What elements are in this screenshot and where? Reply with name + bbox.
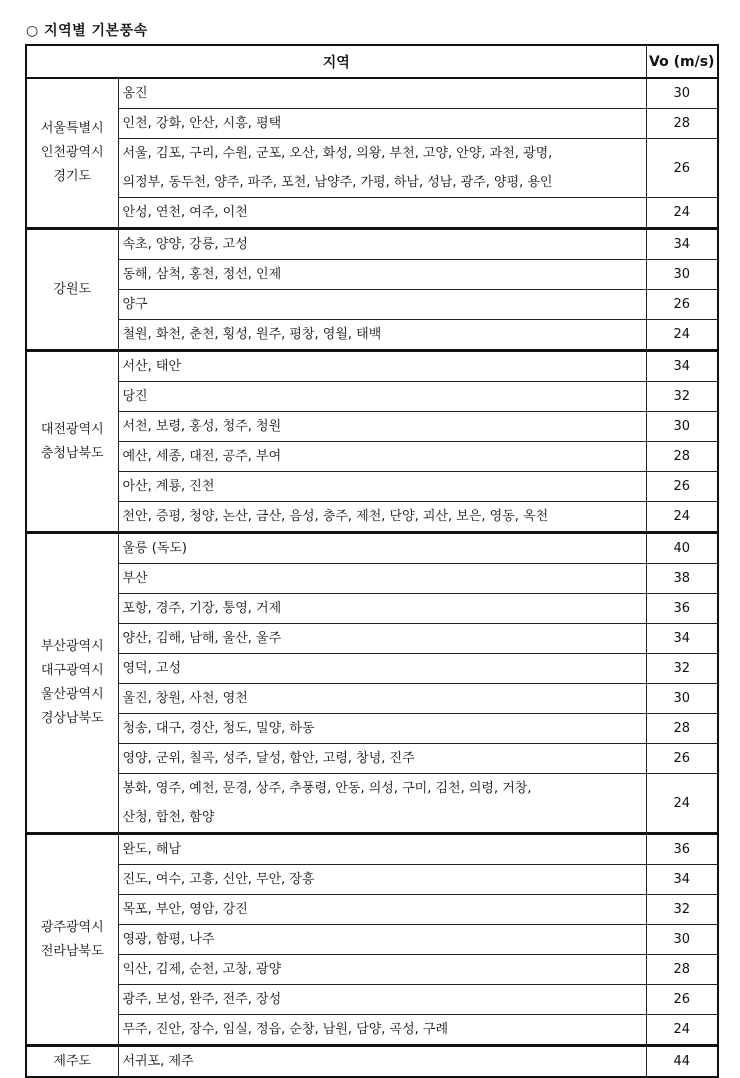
area-list-cell	[118, 351, 646, 382]
area-list-cell	[118, 744, 646, 774]
table-row	[26, 320, 718, 351]
area-list-line: 영광, 함평, 나주	[122, 932, 215, 947]
wind-speed-cell: 34	[646, 624, 718, 654]
table-row	[26, 774, 718, 834]
area-list-cell	[118, 109, 646, 139]
table-row	[26, 955, 718, 985]
region-name-line: 울산광역시	[40, 687, 104, 702]
region-name-line: 충청남북도	[40, 445, 104, 461]
table-row	[26, 442, 718, 472]
table-row	[26, 290, 718, 320]
region-name-line: 부산광역시	[40, 639, 104, 654]
wind-speed-cell: 32	[646, 382, 718, 412]
area-list-line: 부산	[122, 571, 148, 586]
table-row	[26, 109, 718, 139]
area-list-line: 봉화, 영주, 예천, 문경, 상주, 추풍령, 안동, 의성, 구미, 김천, 의령, 거창,	[122, 781, 532, 796]
wind-speed-cell: 26	[646, 290, 718, 320]
area-list-line: 아산, 계룡, 진천	[122, 479, 215, 494]
wind-speed-cell: 26	[646, 472, 718, 502]
area-list-cell	[118, 260, 646, 290]
table-row	[26, 684, 718, 714]
area-list-line: 천안, 증평, 청양, 논산, 금산, 음성, 충주, 제천, 단양, 괴산, 보은, 영동, 옥천	[122, 509, 549, 524]
area-list-cell	[118, 1046, 646, 1078]
region-name-line: 제주도	[53, 1053, 92, 1069]
table-row	[26, 1046, 718, 1078]
area-list-line: 진도, 여수, 고흥, 신안, 무안, 장흥	[122, 872, 315, 887]
region-name-line: 전라남북도	[40, 943, 104, 959]
table-row	[26, 198, 718, 229]
table-row	[26, 744, 718, 774]
area-list-cell	[118, 624, 646, 654]
wind-speed-cell: 36	[646, 834, 718, 865]
table-row	[26, 714, 718, 744]
area-list-line: 양산, 김해, 남해, 울산, 울주	[122, 631, 282, 646]
table-row	[26, 139, 718, 198]
table-row	[26, 624, 718, 654]
table-row	[26, 78, 718, 109]
area-list-line: 당진	[122, 389, 148, 404]
area-list-line: 의정부, 동두천, 양주, 파주, 포천, 남양주, 가평, 하남, 성남, 광주, 양평, 용인	[122, 175, 553, 190]
wind-speed-cell: 28	[646, 955, 718, 985]
area-list-line: 서귀포, 제주	[122, 1054, 194, 1069]
speed-column-header: Vo (m/s)	[646, 45, 718, 78]
area-list-cell	[118, 533, 646, 564]
area-list-cell	[118, 774, 646, 834]
wind-speed-cell: 30	[646, 925, 718, 955]
area-list-cell	[118, 985, 646, 1015]
wind-speed-cell: 32	[646, 654, 718, 684]
table-row	[26, 654, 718, 684]
wind-speed-cell: 24	[646, 1015, 718, 1046]
table-row	[26, 229, 718, 260]
area-list-cell	[118, 442, 646, 472]
wind-speed-cell: 38	[646, 564, 718, 594]
wind-speed-cell: 26	[646, 985, 718, 1015]
area-list-line: 영덕, 고성	[122, 661, 181, 676]
wind-speed-cell: 34	[646, 351, 718, 382]
area-list-line: 완도, 해남	[122, 842, 181, 857]
area-list-cell	[118, 925, 646, 955]
region-name-line: 경기도	[53, 169, 92, 184]
table-row	[26, 1015, 718, 1046]
table-row	[26, 533, 718, 564]
table-header-row	[26, 45, 718, 78]
table-row	[26, 382, 718, 412]
table-row	[26, 895, 718, 925]
area-list-cell	[118, 895, 646, 925]
area-list-cell	[118, 412, 646, 442]
region-name-line: 강원도	[53, 281, 92, 297]
area-list-cell	[118, 382, 646, 412]
area-list-line: 동해, 삼척, 홍천, 정선, 인제	[122, 267, 282, 282]
area-list-line: 인천, 강화, 안산, 시흥, 평택	[122, 116, 282, 131]
table-row	[26, 865, 718, 895]
area-list-cell	[118, 654, 646, 684]
wind-speed-cell: 30	[646, 78, 718, 109]
region-column-header: 지역	[26, 45, 646, 78]
area-list-cell	[118, 229, 646, 260]
area-list-cell	[118, 834, 646, 865]
region-name-cell	[26, 351, 118, 533]
wind-speed-cell: 28	[646, 109, 718, 139]
table-row	[26, 925, 718, 955]
area-list-line: 무주, 진안, 장수, 임실, 정읍, 순창, 남원, 담양, 곡성, 구례	[122, 1022, 449, 1037]
area-list-cell	[118, 564, 646, 594]
wind-speed-cell: 28	[646, 714, 718, 744]
area-list-cell	[118, 320, 646, 351]
table-body	[26, 78, 718, 1077]
region-name-line: 대전광역시	[40, 421, 104, 437]
table-row	[26, 985, 718, 1015]
table-row	[26, 351, 718, 382]
region-name-cell	[26, 834, 118, 1046]
area-list-cell	[118, 139, 646, 198]
wind-speed-cell: 24	[646, 320, 718, 351]
area-list-line: 속초, 양양, 강릉, 고성	[122, 237, 248, 252]
area-list-cell	[118, 290, 646, 320]
region-name-line: 서울특별시	[40, 121, 104, 136]
wind-speed-cell: 30	[646, 260, 718, 290]
table-row	[26, 564, 718, 594]
area-list-line: 서산, 태안	[122, 359, 181, 374]
area-list-cell	[118, 714, 646, 744]
area-list-line: 울진, 창원, 사천, 영천	[122, 691, 248, 706]
area-list-line: 서천, 보령, 홍성, 청주, 청원	[122, 419, 282, 434]
area-list-line: 목포, 부안, 영암, 강진	[122, 902, 248, 917]
wind-speed-cell: 36	[646, 594, 718, 624]
area-list-line: 산청, 합천, 함양	[122, 810, 215, 825]
wind-speed-cell: 28	[646, 442, 718, 472]
wind-speed-cell: 26	[646, 139, 718, 198]
area-list-cell	[118, 865, 646, 895]
area-list-line: 양구	[122, 297, 148, 312]
table-row	[26, 260, 718, 290]
area-list-cell	[118, 955, 646, 985]
region-name-line: 인천광역시	[40, 145, 104, 160]
wind-speed-table	[25, 44, 719, 1078]
wind-speed-cell: 30	[646, 684, 718, 714]
region-name-line: 경상남북도	[40, 711, 104, 726]
area-list-line: 서울, 김포, 구리, 수원, 군포, 오산, 화성, 의왕, 부천, 고양, 안양, 과천, 광명,	[122, 146, 553, 161]
area-list-cell	[118, 472, 646, 502]
region-name-cell	[26, 78, 118, 229]
region-name-line: 대구광역시	[40, 663, 104, 678]
wind-speed-cell: 30	[646, 412, 718, 442]
area-list-line: 익산, 김제, 순천, 고창, 광양	[122, 962, 282, 977]
area-list-line: 포항, 경주, 기장, 통영, 거제	[122, 601, 282, 616]
section-title: ○ 지역별 기본풍속	[26, 23, 148, 39]
area-list-line: 철원, 화천, 춘천, 횡성, 원주, 평창, 영월, 태백	[122, 327, 382, 342]
wind-speed-cell: 44	[646, 1046, 718, 1078]
wind-speed-cell: 34	[646, 865, 718, 895]
area-list-cell	[118, 502, 646, 533]
area-list-line: 영양, 군위, 칠곡, 성주, 달성, 함안, 고령, 창녕, 진주	[122, 751, 415, 766]
wind-speed-cell: 34	[646, 229, 718, 260]
region-name-line: 광주광역시	[40, 919, 104, 935]
area-list-line: 옹진	[122, 86, 148, 101]
table-row	[26, 834, 718, 865]
table-row	[26, 502, 718, 533]
area-list-line: 청송, 대구, 경산, 청도, 밀양, 하동	[122, 721, 315, 736]
wind-speed-cell: 24	[646, 502, 718, 533]
table-row	[26, 472, 718, 502]
region-name-cell	[26, 229, 118, 351]
area-list-cell	[118, 594, 646, 624]
region-name-cell	[26, 1046, 118, 1078]
wind-speed-cell: 24	[646, 198, 718, 229]
area-list-cell	[118, 1015, 646, 1046]
region-name-cell	[26, 533, 118, 834]
wind-speed-cell: 24	[646, 774, 718, 834]
wind-speed-cell: 40	[646, 533, 718, 564]
area-list-cell	[118, 78, 646, 109]
table-row	[26, 594, 718, 624]
area-list-line: 예산, 세종, 대전, 공주, 부여	[122, 449, 282, 464]
wind-speed-cell: 26	[646, 744, 718, 774]
area-list-line: 광주, 보성, 완주, 전주, 장성	[122, 992, 282, 1007]
table-row	[26, 412, 718, 442]
area-list-line: 울릉 (독도)	[122, 541, 188, 556]
area-list-cell	[118, 684, 646, 714]
area-list-line: 안성, 연천, 여주, 이천	[122, 205, 248, 220]
area-list-cell	[118, 198, 646, 229]
wind-speed-cell: 32	[646, 895, 718, 925]
